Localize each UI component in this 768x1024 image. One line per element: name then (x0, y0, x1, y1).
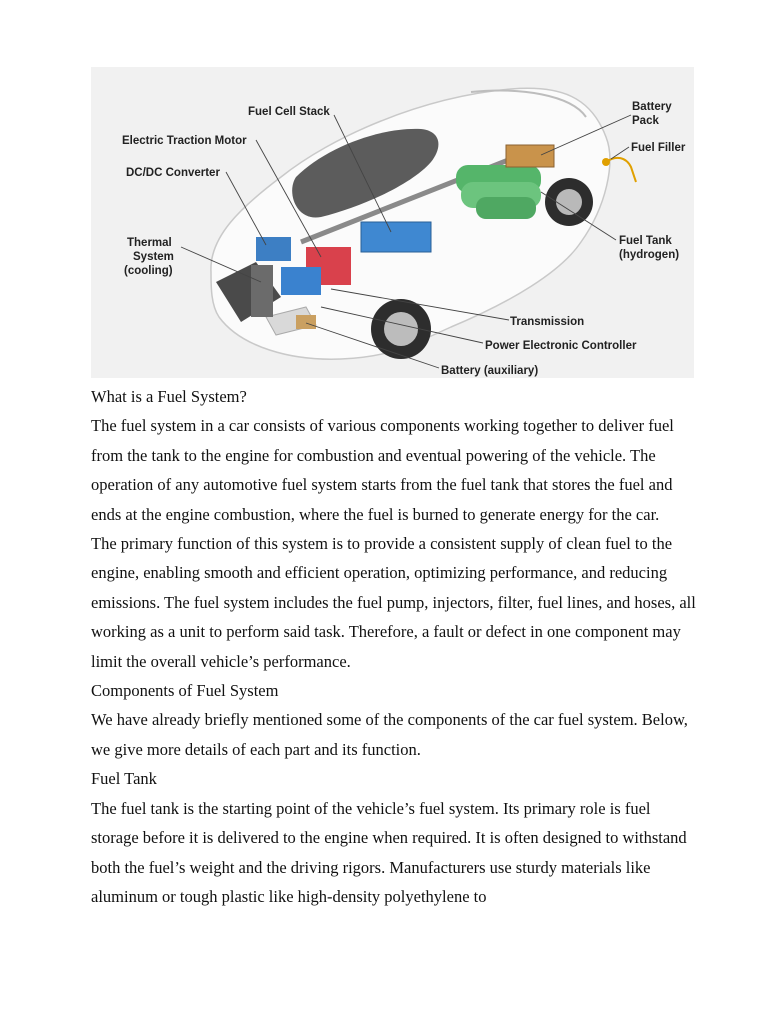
battery-pack (506, 145, 554, 167)
thermal-radiator (251, 265, 273, 317)
heading-fuel-tank: Fuel Tank (91, 769, 157, 789)
label-fuel-cell-stack: Fuel Cell Stack (248, 106, 330, 118)
document-body (91, 382, 701, 911)
label-thermal-system-line1: Thermal (127, 237, 172, 249)
label-battery-pack-line2: Pack (632, 115, 659, 127)
fuel-cell-car-diagram (91, 67, 694, 378)
label-dc-dc-converter: DC/DC Converter (126, 167, 220, 179)
fuel-cell-stack (361, 222, 431, 252)
label-battery-pack-line1: Battery (632, 101, 672, 113)
auxiliary-battery (296, 315, 316, 329)
label-power-electronic-controller: Power Electronic Controller (485, 340, 637, 352)
label-electric-traction-motor: Electric Traction Motor (122, 135, 247, 147)
dc-dc-converter (256, 237, 291, 261)
label-transmission: Transmission (510, 316, 585, 328)
label-fuel-tank-line1: Fuel Tank (619, 235, 672, 247)
paragraph-fuel-tank: The fuel tank is the starting point of the vehicle’s fuel system. Its primary role is fuel storage before it is delivered to the engine when required. It is often designed to withstand both the fuel’s weight and the driving rigors. Manufacturers use sturdy materials like aluminum or tough plastic like high-density polyethylene to (91, 798, 687, 906)
heading-components: Components of Fuel System (91, 681, 279, 701)
paragraph-primary-function: The primary function of this system is to provide a consistent supply of clean fuel to the engine, enabling smooth and efficient operation, optimizing performance, and reducing emissions. The fuel system includes the fuel pump, injectors, filter, fuel lines, and hoses, all working as a unit to perform said task. Therefore, a fault or defect in one component may limit the overall vehicle’s performance. (91, 534, 696, 671)
label-fuel-filler: Fuel Filler (631, 142, 686, 154)
paragraph-fuel-system-intro: The fuel system in a car consists of various components working together to deliver fuel from the tank to the engine for combustion and eventual powering of the vehicle. The operation of any automotive fuel system starts from the fuel tank that stores the fuel and ends at the engine combustion, where the fuel is burned to generate energy for the car. (91, 416, 674, 524)
heading-what-is-fuel-system: What is a Fuel System? (91, 387, 247, 406)
label-fuel-tank-line2: (hydrogen) (619, 249, 680, 261)
paragraph-components-intro: We have already briefly mentioned some of the components of the car fuel system. Below, we give more details of each part and its function. (91, 710, 688, 759)
label-thermal-system-line3: (cooling) (124, 265, 173, 277)
label-battery-auxiliary: Battery (auxiliary) (441, 365, 539, 377)
label-thermal-system-line2: System (133, 251, 174, 263)
car-cutaway-illustration (91, 67, 694, 378)
